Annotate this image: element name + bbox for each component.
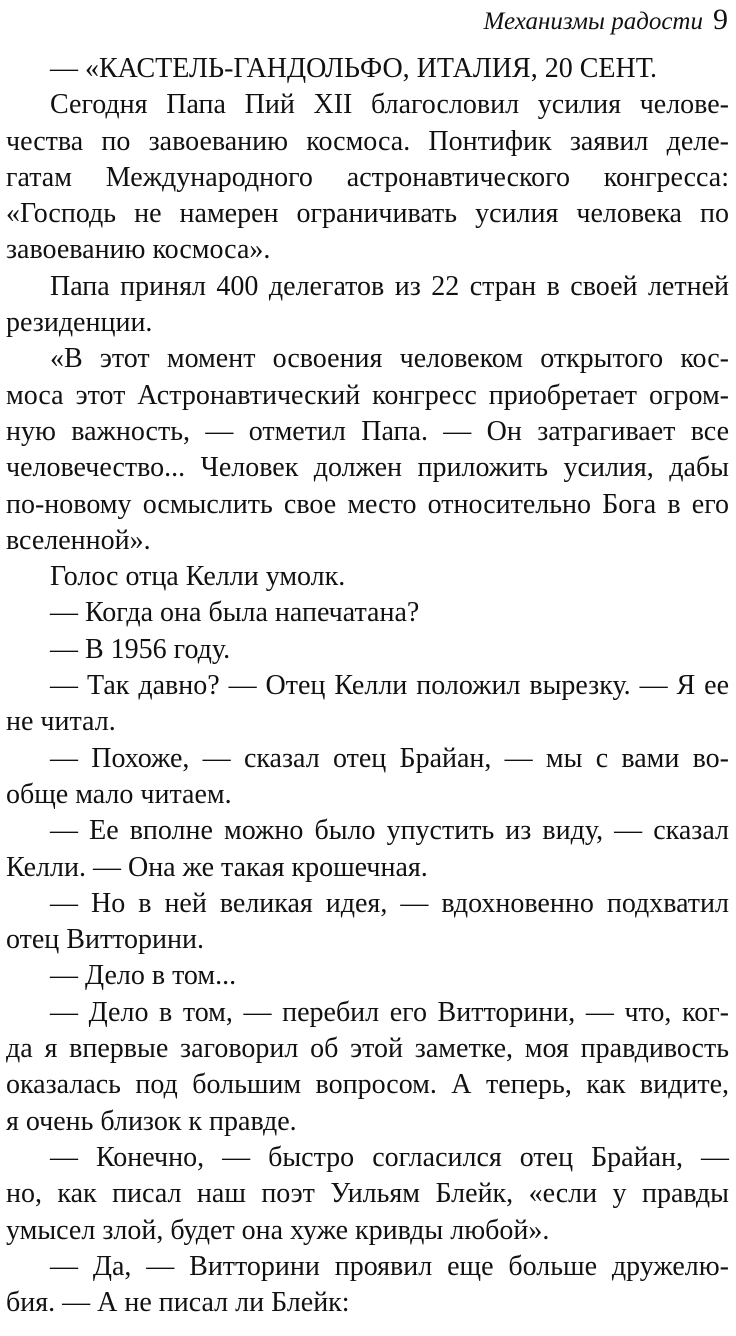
text-line bbox=[6, 305, 729, 341]
text-line-content: гатам Международного астронавтического конгресса: bbox=[6, 161, 729, 193]
text-line bbox=[6, 886, 729, 922]
text-line-content: но, как писал наш поэт Уильям Блейк, «если у правды bbox=[6, 1178, 729, 1210]
text-line-content: — Так давно? — Отец Келли положил вырезку. — Я ее bbox=[50, 670, 729, 702]
text-line bbox=[6, 124, 729, 160]
page-number: 9 bbox=[713, 3, 728, 36]
text-line bbox=[6, 922, 729, 958]
body-text bbox=[6, 51, 729, 1321]
text-line-content: — Дело в том... bbox=[50, 960, 237, 992]
text-line bbox=[6, 450, 729, 486]
text-line bbox=[6, 1140, 729, 1176]
text-line-content: не читал. bbox=[6, 706, 116, 738]
running-header-title: Механизмы радости bbox=[483, 8, 703, 35]
text-line-content: моса этот Астронавтический конгресс приобретает огром- bbox=[6, 379, 729, 411]
text-line bbox=[6, 995, 729, 1031]
text-line bbox=[6, 958, 729, 994]
text-line bbox=[6, 595, 729, 631]
text-line-content: умысел злой, будет она хуже кривды любой». bbox=[6, 1214, 550, 1246]
text-line bbox=[6, 87, 729, 123]
text-line-content: «Господь не намерен ограничивать усилия человека по bbox=[6, 198, 729, 230]
text-line-content: Папа принял 400 делегатов из 22 стран в своей летней bbox=[50, 270, 729, 302]
text-line-content: — Дело в том, — перебил его Витторини, — что, ког- bbox=[50, 996, 729, 1028]
text-line-content: завоеванию космоса». bbox=[6, 234, 271, 266]
text-line-content: да я впервые заговорил об этой заметке, моя правдивость bbox=[6, 1033, 729, 1065]
text-line-content: резиденции. bbox=[6, 307, 153, 339]
text-line-content: Голос отца Келли умолк. bbox=[50, 561, 346, 593]
text-line-content: — Когда она была напечатана? bbox=[50, 597, 420, 629]
text-line-content: ную важность, — отметил Папа. — Он затрагивает все bbox=[6, 415, 729, 447]
text-line-content: Сегодня Папа Пий XII благословил усилия челове- bbox=[50, 89, 729, 121]
text-line bbox=[6, 341, 729, 377]
text-line-content: Келли. — Она же такая крошечная. bbox=[6, 851, 428, 883]
text-line-content: по-новому осмыслить свое место относительно Бога в его bbox=[6, 488, 729, 520]
text-line bbox=[6, 1176, 729, 1212]
text-line bbox=[6, 1104, 729, 1140]
text-line bbox=[6, 160, 729, 196]
text-line bbox=[6, 777, 729, 813]
text-line-content: вселенной». bbox=[6, 524, 151, 556]
text-line-content: чества по завоеванию космоса. Понтифик заявил деле- bbox=[6, 125, 729, 157]
text-line bbox=[6, 51, 729, 87]
text-line bbox=[6, 559, 729, 595]
text-line-content: — В 1956 году. bbox=[50, 633, 231, 665]
text-line bbox=[6, 1285, 729, 1321]
text-line bbox=[6, 704, 729, 740]
text-line bbox=[6, 378, 729, 414]
text-line-content: — «КАСТЕЛЬ-ГАНДОЛЬФО, ИТАЛИЯ, 20 СЕНТ. bbox=[50, 53, 658, 84]
text-line-content: — Но в ней великая идея, — вдохновенно подхватил bbox=[50, 887, 729, 919]
text-line-content: человечество... Человек должен приложить усилия, дабы bbox=[6, 452, 729, 484]
text-line bbox=[6, 1031, 729, 1067]
text-line bbox=[6, 1249, 729, 1285]
text-line bbox=[6, 850, 729, 886]
text-line-content: — Похоже, — сказал отец Брайан, — мы с вами во- bbox=[50, 742, 729, 774]
text-line bbox=[6, 523, 729, 559]
text-line bbox=[6, 487, 729, 523]
text-line bbox=[6, 1213, 729, 1249]
text-line-content: «В этот момент освоения человеком открытого кос- bbox=[50, 343, 729, 375]
text-line-content: — Ее вполне можно было упустить из виду, — сказал bbox=[50, 815, 729, 847]
running-header bbox=[484, 3, 728, 37]
text-line bbox=[6, 196, 729, 232]
text-line-content: бия. — А не писал ли Блейк: bbox=[6, 1287, 350, 1319]
text-line-content: я очень близок к правде. bbox=[6, 1105, 297, 1137]
text-line bbox=[6, 668, 729, 704]
text-line-content: обще мало читаем. bbox=[6, 778, 232, 810]
text-line-content: — Конечно, — быстро согласился отец Брайан, — bbox=[50, 1141, 729, 1173]
text-line-content: отец Витторини. bbox=[6, 924, 204, 956]
text-line-content: — Да, — Витторини проявил еще больше дружелю- bbox=[50, 1250, 729, 1282]
text-line bbox=[6, 632, 729, 668]
text-line bbox=[6, 741, 729, 777]
text-line bbox=[6, 1067, 729, 1103]
text-line bbox=[6, 813, 729, 849]
text-line-content: оказалась под большим вопросом. А теперь, как видите, bbox=[6, 1069, 729, 1101]
text-line bbox=[6, 269, 729, 305]
text-line bbox=[6, 232, 729, 268]
text-line bbox=[6, 414, 729, 450]
